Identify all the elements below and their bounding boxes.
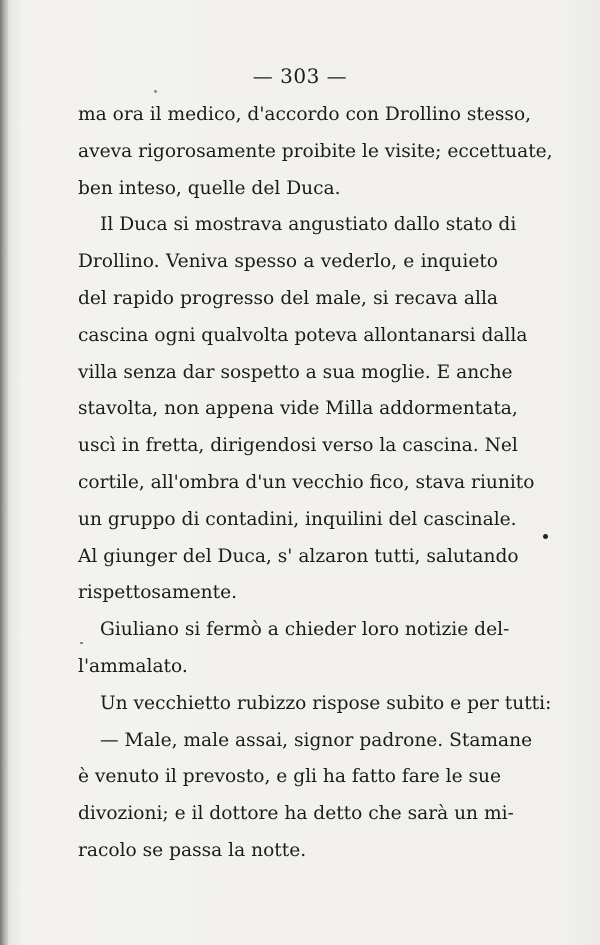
page-spine-shadow <box>0 0 8 945</box>
text-line: è venuto il prevosto, e gli ha fatto fare le sue <box>78 766 502 788</box>
text-line: Un vecchietto rubizzo rispose subito e per tutti: <box>100 692 552 714</box>
text-line: villa senza dar sospetto a sua moglie. E anche <box>78 361 513 383</box>
text-line: stavolta, non appena vide Milla addormentata, <box>78 398 518 420</box>
text-line: racolo se passa la notte. <box>78 839 307 861</box>
text-line: ma ora il medico, d'accordo con Drollino stesso, <box>78 104 532 125</box>
text-line: l'ammalato. <box>78 655 188 677</box>
ink-speck <box>154 90 157 93</box>
text-line: Il Duca si mostrava angustiato dallo stato di <box>100 214 517 236</box>
page-number: — 303 — <box>252 64 348 88</box>
text-line: Drollino. Veniva spesso a vederlo, e inquieto <box>78 251 498 273</box>
text-line: — Male, male assai, signor padrone. Stamane <box>100 729 533 751</box>
text-line: cortile, all'ombra d'un vecchio fico, stava riunito <box>78 471 535 493</box>
ink-speck <box>543 534 548 539</box>
text-line: aveva rigorosamente proibite le visite; eccettuate, <box>78 140 553 162</box>
text-line: uscì in fretta, dirigendosi verso la cascina. Nel <box>78 435 518 457</box>
text-line: ben inteso, quelle del Duca. <box>78 177 341 199</box>
text-line: rispettosamente. <box>78 582 238 604</box>
text-line: un gruppo di contadini, inquilini del cascinale. <box>78 508 517 530</box>
text-line: cascina ogni qualvolta poteva allontanarsi dalla <box>78 324 528 346</box>
text-line: del rapido progresso del male, si recava alla <box>78 287 498 309</box>
text-line: divozioni; e il dottore ha detto che sarà un mi- <box>78 803 514 825</box>
text-line: Al giunger del Duca, s' alzaron tutti, salutando <box>78 545 519 567</box>
text-line: Giuliano si fermò a chieder loro notizie del- <box>100 619 510 641</box>
body-text <box>78 97 553 870</box>
ink-speck <box>80 642 83 644</box>
